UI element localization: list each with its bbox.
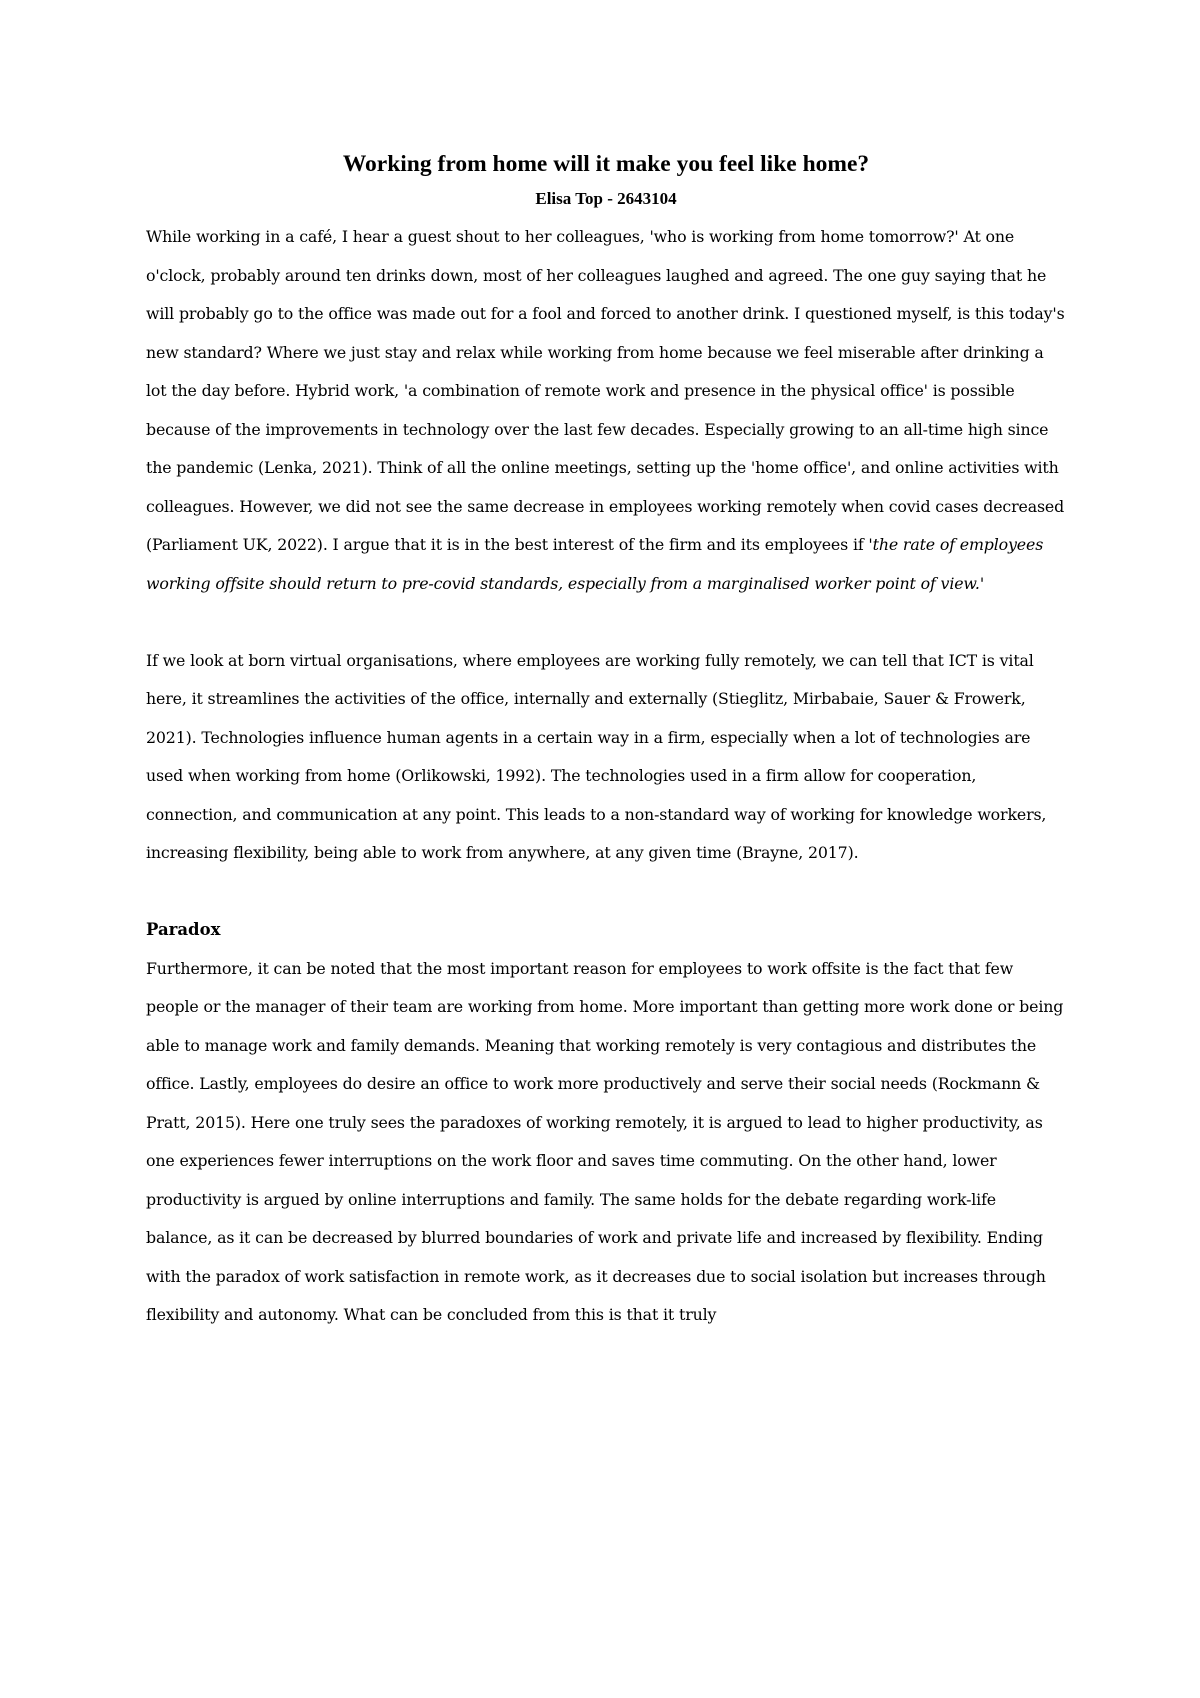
section-heading-paradox: Paradox (146, 920, 221, 939)
intro-text: While working in a café, I hear a guest shout to her colleagues, 'who is working from home tomorrow?' At one o'clock, probably around ten drinks down, most of her colleagues laughed and agreed. The one guy saying that he will probably go to the office was made out for a fool and forced to another drink. I questioned myself, is this today's new standard? Where we just stay and relax while working from home because we feel miserable after drinking a lot the day before. Hybrid work, 'a combination of remote work and presence in the physical office' is possible because of the improvements in technology over the last few decades. Especially growing to an all-time high since the pandemic (Lenka, 2021). Think of all the online meetings, setting up the 'home office', and online activities with colleagues. However, we did not see the same decrease in employees working remotely when covid cases decreased (Parliament UK, 2022). I argue that it is in the best interest of the firm and its employees if ' (146, 227, 1065, 554)
thesis-statement: the rate of employees working offsite should return to pre-covid standards, especially from a marginalised worker point of view. (146, 535, 1044, 593)
paragraph-ict: If we look at born virtual organisations, where employees are working fully remotely, we can tell that ICT is vital here, it streamlines the activities of the office, internally and externally (Stieglitz, Mirbabaie, Sauer & Frowerk, 2021). Technologies influence human agents in a certain way in a firm, especially when a lot of technologies are used when working from home (Orlikowski, 1992). The technologies used in a firm allow for cooperation, connection, and communication at any point. This leads to a non-standard way of working for knowledge workers, increasing flexibility, being able to work from anywhere, at any given time (Brayne, 2017). (146, 650, 1047, 862)
paragraph-spacer (146, 603, 1066, 642)
paragraph-spacer (146, 873, 1066, 912)
intro-paragraph (146, 218, 1066, 603)
document-body (146, 146, 1066, 1335)
document-title: Working from home will it make you feel like home? (342, 151, 870, 177)
author-line: Elisa Top - 2643104 (535, 189, 677, 208)
thesis-closing-quote: ' (979, 573, 985, 593)
paragraph-paradox: Furthermore, it can be noted that the most important reason for employees to work offsite is the fact that few people or the manager of their team are working from home. More important than getting more work done or being able to manage work and family demands. Meaning that working remotely is very contagious and distributes the office. Lastly, employees do desire an office to work more productively and serve their social needs (Rockmann & Pratt, 2015). Here one truly sees the paradoxes of working remotely, it is argued to lead to higher productivity, as one experiences fewer interruptions on the work floor and saves time commuting. On the other hand, lower productivity is argued by online interruptions and family. The same holds for the debate regarding work-life balance, as it can be decreased by blurred boundaries of work and private life and increased by flexibility. Ending with the paradox of work satisfaction in remote work, as it decreases due to social isolation but increases through flexibility and autonomy. What can be concluded from this is that it truly (146, 958, 1064, 1324)
